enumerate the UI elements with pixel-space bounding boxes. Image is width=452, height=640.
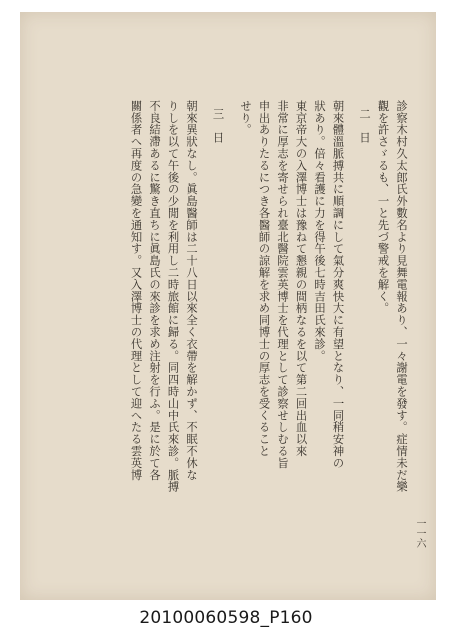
text-column: 非常に厚志を寄せられ臺北醫院雲英博士を代理として診察せしむる旨 [276, 100, 289, 469]
text-column: 朝來異狀なし。眞島醫師は二十八日以來全く衣帶を解かず、不眠不休な [185, 100, 198, 481]
text-column: 狀あり。倍々看護に力を得午後七時吉田氏來診。 [313, 100, 326, 362]
document-page [20, 12, 436, 600]
section-heading: 三 日 [211, 108, 225, 144]
page-number: 一一六 [414, 518, 425, 548]
text-column: 東京帝大の入澤博士は豫ねて懇親の間柄なるを以て第二回出血以來 [294, 100, 308, 457]
text-column: 申出ありたるにつき各醫師の諒解を求め同博士の厚志を受くること [257, 100, 271, 457]
image-caption: 20100060598_P160 [139, 608, 313, 628]
text-column: 不良結滯あるに驚き直ちに眞島氏の來診を求め注射を行ふ。是に於て各 [148, 100, 161, 481]
text-column: 朝來體溫脈搏共に順調にして氣分爽快大に有望となり、一同稍安神の [331, 100, 345, 469]
text-column: せり。 [239, 100, 252, 136]
text-column: 診察木村久太郎氏外數名より見舞電報あり、一々謝電を發す。症情未だ樂 [395, 100, 408, 493]
text-column: 觀を許さゞるも、一と先づ警戒を解く。 [376, 100, 390, 315]
section-heading: 二 日 [358, 108, 371, 144]
text-column: りしを以て午後の少閒を利用し二時旅館に歸る。同四時山中氏來診。脈搏 [166, 100, 180, 493]
text-column: 關係者へ再度の急變を通知す。又入澤博士の代理として迎へたる雲英博 [129, 100, 143, 481]
body-text [126, 100, 410, 570]
column-spacer [227, 100, 236, 570]
